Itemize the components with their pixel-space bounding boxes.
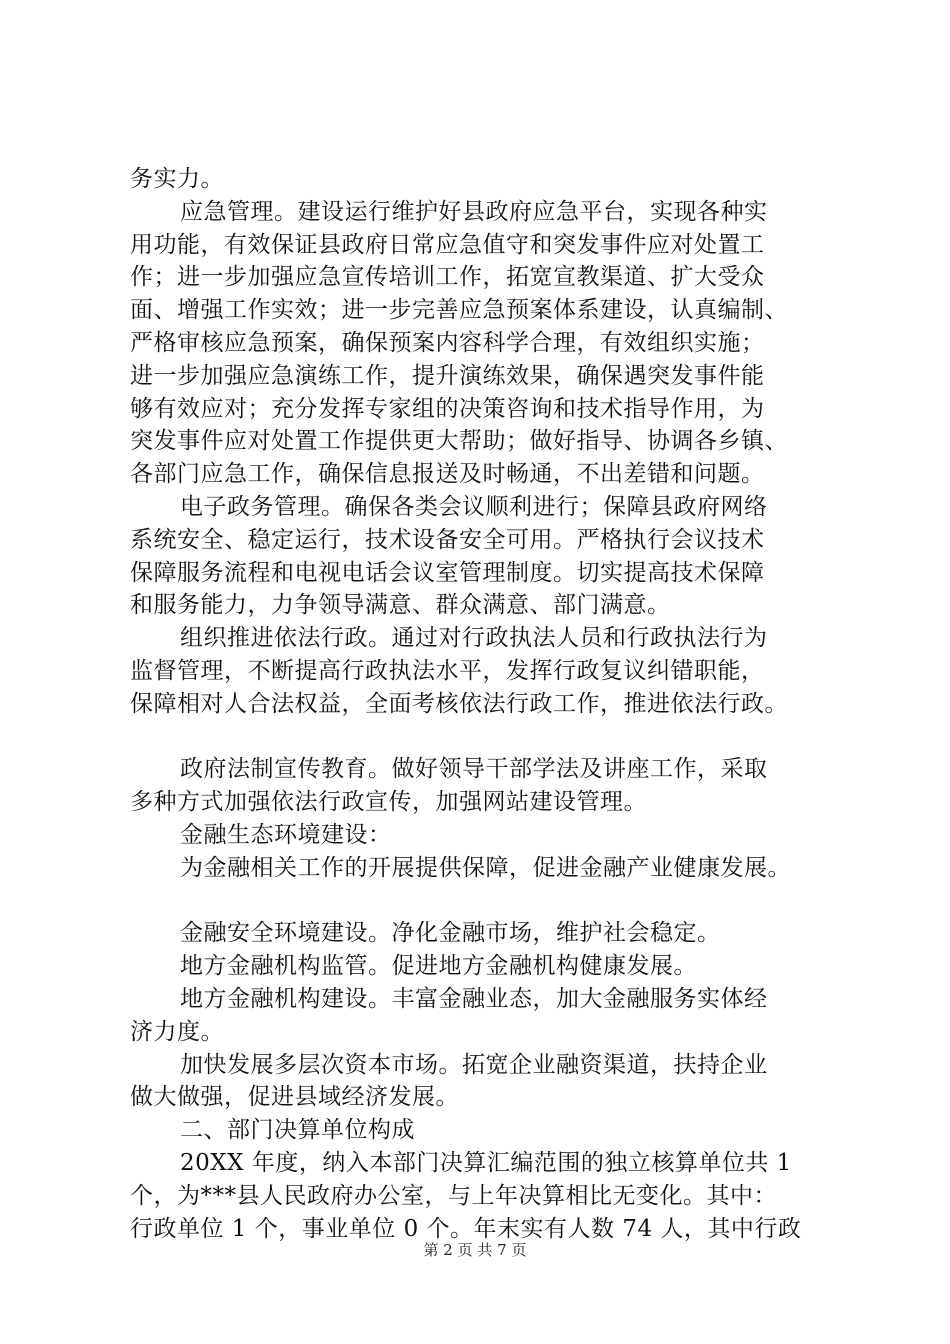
text-line: 面、增强工作实效；进一步完善应急预案体系建设，认真编制、	[130, 297, 788, 324]
text-line: 进一步加强应急演练工作，提升演练效果，确保遇突发事件能	[130, 362, 765, 389]
text-line: 济力度。	[130, 1018, 224, 1045]
text-line: 用功能，有效保证县政府日常应急值守和突发事件应对处置工	[130, 231, 765, 258]
text-line: 突发事件应对处置工作提供更大帮助；做好指导、协调各乡镇、	[130, 428, 788, 455]
text-line: 和服务能力，力争领导满意、群众满意、部门满意。	[130, 592, 671, 619]
page-number-footer: 第 2 页 共 7 页	[423, 1241, 527, 1259]
document-body	[130, 163, 850, 1245]
text-line: 加快发展多层次资本市场。拓宽企业融资渠道，扶持企业	[180, 1051, 768, 1078]
text-line: 多种方式加强依法行政宣传，加强网站建设管理。	[130, 789, 647, 816]
text-line: 金融安全环境建设。净化金融市场，维护社会稳定。	[180, 920, 721, 947]
text-line: 组织推进依法行政。通过对行政执法人员和行政执法行为	[180, 625, 768, 652]
text-line: 够有效应对；充分发挥专家组的决策咨询和技术指导作用，为	[130, 395, 765, 422]
text-line: 各部门应急工作，确保信息报送及时畅通，不出差错和问题。	[130, 461, 765, 488]
text-line: 个，为***县人民政府办公室，与上年决算相比无变化。其中：	[130, 1182, 777, 1209]
text-line: 电子政务管理。确保各类会议顺利进行；保障县政府网络	[180, 493, 768, 520]
text-line: 保障服务流程和电视电话会议室管理制度。切实提高技术保障	[130, 559, 765, 586]
blank-line	[130, 885, 850, 918]
text-line: 系统安全、稳定运行，技术设备安全可用。严格执行会议技术	[130, 526, 765, 553]
text-line: 政府法制宣传教育。做好领导干部学法及讲座工作，采取	[180, 756, 768, 783]
text-line: 地方金融机构建设。丰富金融业态，加大金融服务实体经	[180, 985, 768, 1012]
section-heading: 二、部门决算单位构成	[180, 1117, 415, 1144]
text-line: 监督管理，不断提高行政执法水平，发挥行政复议纠错职能，	[130, 657, 765, 684]
text-line: 20XX 年度，纳入本部门决算汇编范围的独立核算单位共 1	[180, 1149, 792, 1176]
text-line: 为金融相关工作的开展提供保障，促进金融产业健康发展。	[180, 854, 791, 881]
blank-line	[130, 721, 850, 754]
text-line: 地方金融机构监管。促进地方金融机构健康发展。	[180, 953, 697, 980]
text-line: 务实力。	[130, 166, 224, 192]
text-line: 作；进一步加强应急宣传培训工作，拓宽宣教渠道、扩大受众	[130, 264, 765, 291]
text-line: 做大做强，促进县域经济发展。	[130, 1084, 459, 1111]
text-line: 保障相对人合法权益，全面考核依法行政工作，推进依法行政。	[130, 690, 788, 717]
text-line: 行政单位 1 个，事业单位 0 个。年末实有人数 74 人，其中行政	[130, 1215, 802, 1242]
text-line: 严格审核应急预案，确保预案内容科学合理，有效组织实施；	[130, 329, 765, 356]
text-line: 金融生态环境建设：	[180, 821, 392, 848]
text-line: 应急管理。建设运行维护好县政府应急平台，实现各种实	[180, 198, 768, 225]
